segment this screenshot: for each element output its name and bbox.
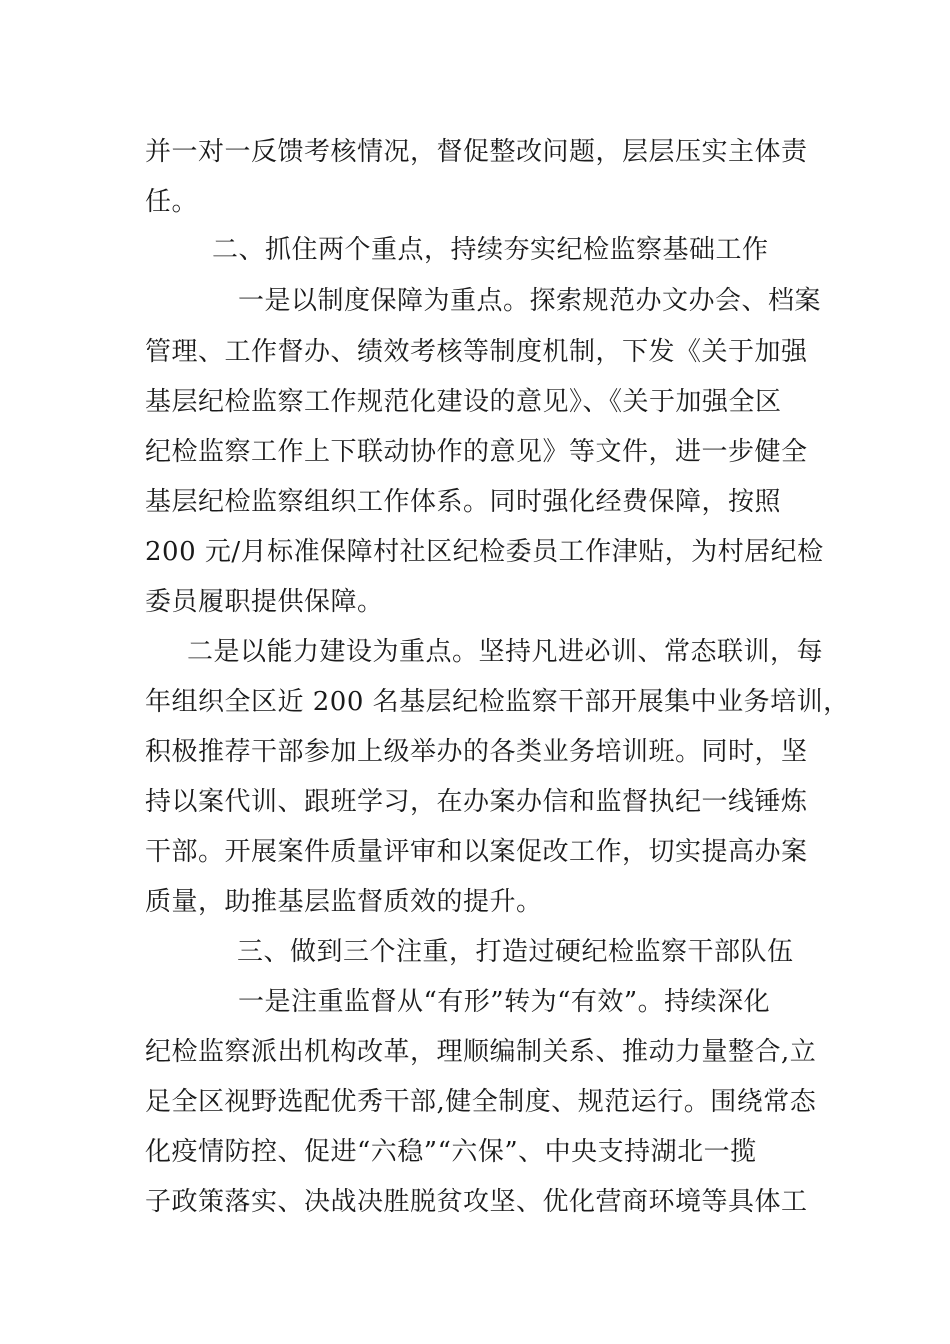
text-line: 基层纪检监察组织工作体系。同时强化经费保障，按照 — [145, 487, 782, 517]
text-line: 年组织全区近 200 名基层纪检监察干部开展集中业务培训， — [145, 687, 850, 717]
text-line: 干部。开展案件质量评审和以案促改工作，切实提高办案 — [145, 837, 808, 867]
section-heading: 二、抓住两个重点，持续夯实纪检监察基础工作 — [212, 235, 769, 265]
text-line: 基层纪检监察工作规范化建设的意见》、《关于加强全区 — [145, 387, 782, 417]
text-line: 纪检监察工作上下联动协作的意见》等文件，进一步健全 — [145, 437, 808, 467]
text-line: 委员履职提供保障。 — [145, 587, 384, 617]
section-heading: 三、做到三个注重，打造过硬纪检监察干部队伍 — [237, 937, 794, 967]
text-line: 质量，助推基层监督质效的提升。 — [145, 887, 543, 917]
text-line: 持以案代训、跟班学习，在办案办信和监督执纪一线锤炼 — [145, 787, 808, 817]
text-line: 任。 — [145, 187, 199, 217]
text-line: 足全区视野选配优秀干部,健全制度、规范运行。围绕常态 — [145, 1087, 817, 1117]
text-line: 子政策落实、决战决胜脱贫攻坚、优化营商环境等具体工 — [145, 1187, 808, 1217]
text-line: 积极推荐干部参加上级举办的各类业务培训班。同时，坚 — [145, 737, 808, 767]
text-line: 纪检监察派出机构改革，理顺编制关系、推动力量整合,立 — [145, 1037, 817, 1067]
paragraph-first-line: 一是以制度保障为重点。探索规范办文办会、档案 — [238, 286, 822, 316]
paragraph-first-line: 二是以能力建设为重点。坚持凡进必训、常态联训，每 — [187, 637, 824, 667]
text-line: 管理、工作督办、绩效考核等制度机制，下发《关于加强 — [145, 337, 808, 367]
text-line: 200 元/月标准保障村社区纪检委员工作津贴，为村居纪检 — [145, 537, 824, 567]
text-line: 化疫情防控、促进“六稳”“六保”、中央支持湖北一揽 — [145, 1137, 757, 1167]
paragraph-first-line: 一是注重监督从“有形”转为“有效”。持续深化 — [238, 987, 771, 1017]
text-line: 并一对一反馈考核情况，督促整改问题，层层压实主体责 — [145, 137, 808, 167]
